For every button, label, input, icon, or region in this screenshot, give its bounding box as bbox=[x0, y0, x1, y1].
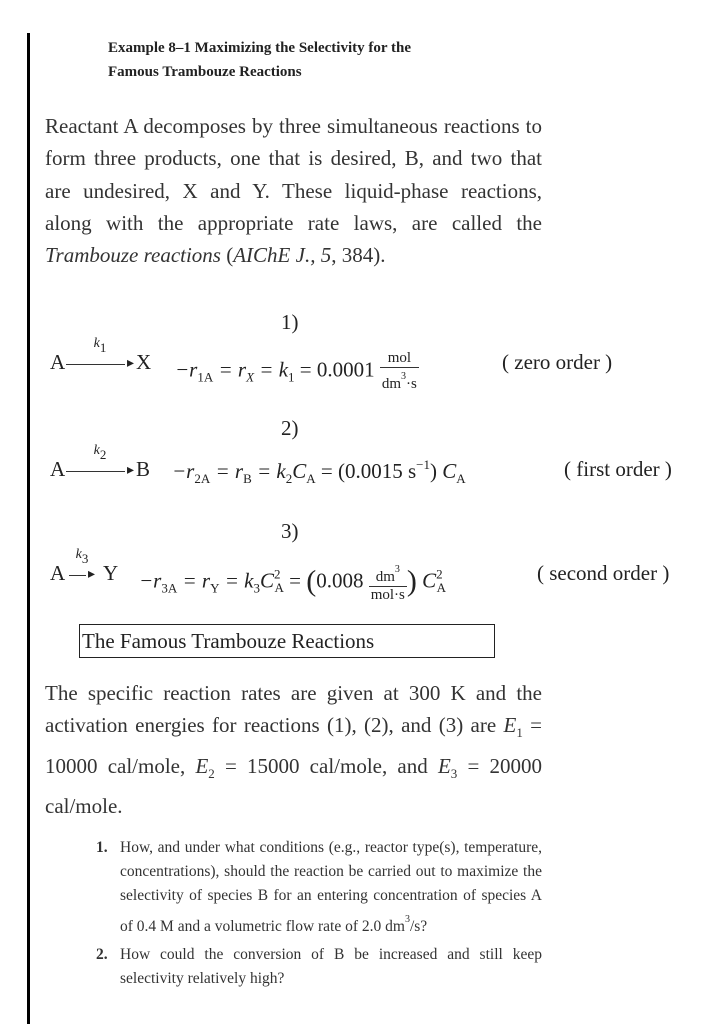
reaction-2-number: 2) bbox=[281, 416, 299, 440]
boxed-caption: The Famous Trambouze Reactions bbox=[79, 624, 495, 658]
reaction-3-reactant: A bbox=[50, 561, 66, 585]
example-title-line1: Example 8–1 Maximizing the Selectivity for the bbox=[108, 40, 412, 56]
reaction-1-unit: $\frac{\text{mol}}{dm^3\cdot s}$ bbox=[381, 350, 417, 392]
question-item-1: 1. How, and under what conditions (e.g., reactor type(s), temperature, concentrations), should the reaction be carried out to maximize the selectivity of species B for an entering concentration of species A of 0.4 M and a volumetric flow rate of 2.0 $dm^3/s$? bbox=[96, 836, 542, 939]
intro-text: Reactant A decomposes by three simultaneous reactions to form three products, one that is desired, B, and two that are undesired, X and Y. These liquid-phase reactions, along with the appropriate rate laws, are called the bbox=[45, 114, 542, 235]
intro-text-end: , 384). bbox=[331, 243, 386, 268]
question-number: 2. bbox=[96, 946, 108, 963]
left-margin-rule bbox=[27, 33, 30, 1024]
reaction-2-product: B bbox=[136, 457, 151, 481]
question-text: How could the conversion of B be increased and still keep selectivity relatively high? bbox=[120, 946, 542, 987]
reaction-1-equation bbox=[50, 336, 700, 392]
reaction-1-arrow: k1 ▸ bbox=[66, 350, 134, 390]
reaction-2-arrow: k2 ▸ bbox=[66, 457, 134, 497]
example-title bbox=[108, 36, 528, 84]
intro-citation: AIChE J., 5 bbox=[233, 243, 332, 268]
reaction-3-order: ( second order ) bbox=[537, 561, 670, 585]
question-list bbox=[96, 836, 542, 995]
reaction-1-rate-law: $-r_{1A} = r_X = k_1 = 0.0001$ $\frac{\text{mol}}{dm^3\cdot s}$ bbox=[175, 350, 417, 392]
example-title-line2: Famous Trambouze Reactions bbox=[108, 64, 302, 80]
reaction-1-product: X bbox=[136, 350, 152, 374]
reaction-2-k-label: k2 bbox=[93, 443, 107, 462]
reaction-3-number: 3) bbox=[281, 519, 299, 543]
reaction-3-unit: $\frac{dm^3}{\text{mol·s}}$ bbox=[369, 561, 407, 604]
reaction-1-order: ( zero order ) bbox=[502, 350, 613, 374]
question-item-2 bbox=[96, 943, 542, 991]
reaction-2-equation bbox=[50, 443, 700, 497]
reaction-2-order: ( first order ) bbox=[564, 457, 672, 481]
reaction-3-product: Y bbox=[103, 561, 119, 585]
rates-paragraph: The specific reaction rates are given at 300 K and the activation energies for reactions (1), (2), and (3) are $E_1 = 10000$ cal/mole, $E_2 = 15000$ cal/mole, and $E_3 = 20000$ cal/mole. bbox=[45, 681, 542, 818]
reaction-3-equation bbox=[50, 547, 700, 603]
reaction-3-rate-law: $-r_{3A} = r_Y = k_3C^2_A = (0.008$ $\frac{dm^3}{\text{mol·s}}$ ) $C^2_A$ bbox=[139, 561, 446, 604]
reaction-1-k-label: k1 bbox=[93, 336, 107, 355]
intro-reaction-name: Trambouze reactions bbox=[45, 243, 221, 268]
reaction-2-rate-law: $-r_{2A} = r_B = k_2C_A = (0.0015$ $s^{-1}$) $C_A$ bbox=[172, 457, 466, 486]
question-number: 1. bbox=[96, 839, 108, 856]
reaction-1-number: 1) bbox=[281, 310, 299, 334]
intro-paragraph bbox=[45, 110, 542, 271]
intro-text-mid: ( bbox=[220, 243, 234, 268]
reaction-3-k-label: k3 bbox=[75, 547, 89, 566]
question-text: How, and under what conditions (e.g., reactor type(s), temperature, concentrations), should the reaction be carried out to maximize the selectivity of species B for an entering concentration of species A of 0.4 M and a volumetric flow rate of 2.0 dm bbox=[120, 839, 542, 935]
reaction-1-reactant: A bbox=[50, 350, 66, 374]
reaction-2-reactant: A bbox=[50, 457, 66, 481]
reaction-3-arrow: k3 ▸ bbox=[69, 561, 95, 601]
